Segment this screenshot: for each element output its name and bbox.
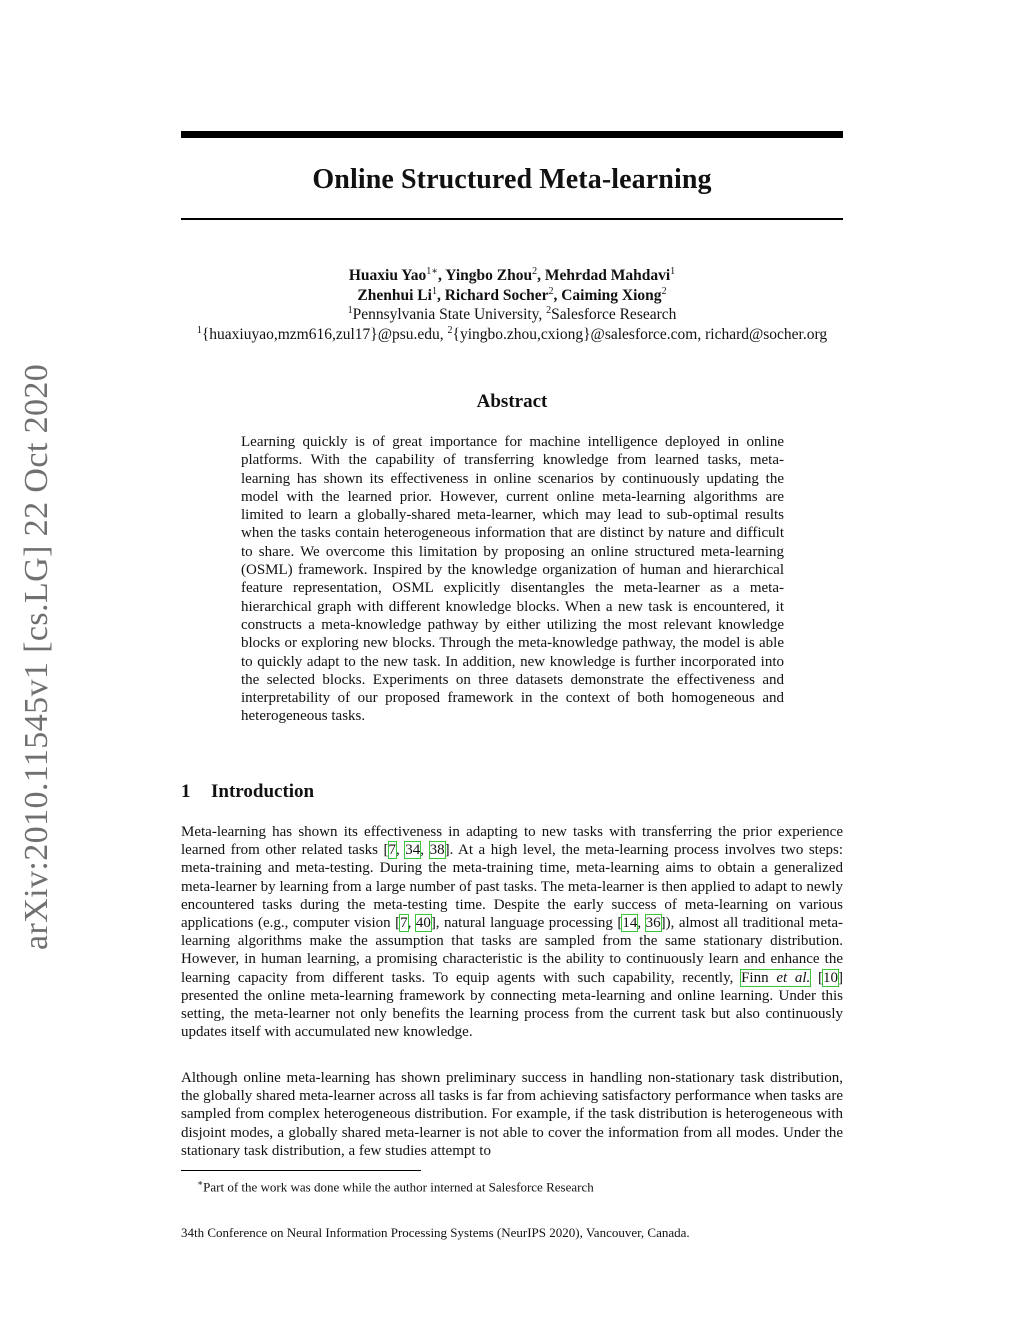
author-name: Huaxiu Yao [348,267,427,284]
author-affil-mark: 2 [661,285,667,297]
footnote [197,1175,843,1195]
footnote-text: Part of the work was done while the author interned at Salesforce Research [203,1179,594,1195]
title-rule-bottom [181,218,843,220]
section-heading-introduction [181,781,843,803]
section-title: Introduction [211,781,315,802]
affiliation-line: $^1$Pennsylvania State University, $^2$Salesforce Research [347,304,677,323]
footnote-mark: ∗ [197,1178,204,1188]
email-group-1: {huaxiuyao,mzm616,zul17}@psu.edu, [201,325,448,343]
citation-link[interactable]: 7 [388,842,397,859]
author-affil-mark: 1∗ [426,265,439,277]
author-line-2: Zhenhui Li$^1$, Richard Socher$^2$, Caiming Xiong$^2$ [357,285,667,304]
email-line: $^1${huaxiuyao,mzm616,zul17}@psu.edu, $^2${yingbo.zhou,cxiong}@salesforce.com, richard@socher.org [196,324,828,343]
venue-line: 34th Conference on Neural Information Processing Systems (NeurIPS 2020), Vancouver, Canada. [181,1225,690,1240]
author-name: Yingbo Zhou [445,267,533,284]
footnote-rule [181,1170,421,1171]
email-group-2: {yingbo.zhou,cxiong}@salesforce.com, richard@socher.org [452,325,828,343]
section-number: 1 [181,781,191,802]
citation-link[interactable]: 34 [405,842,421,859]
abstract-text: Learning quickly is of great importance for machine intelligence deployed in online platforms. With the capability of transferring knowledge from learned tasks, meta-learning has shown its effectiveness in online scenarios by continuously updating the model with the learned prior. However, current online meta-learning algorithms are limited to learn a globally-shared meta-learner, which may lead to sub-optimal results when the tasks contain heterogeneous information that are distinct by nature and difficult to share. We overcome this limitation by proposing an online structured meta-learning (OSML) framework. Inspired by the knowledge organization of human and hierarchical feature representation, OSML explicitly disentangles the meta-learner as a meta-hierarchical graph with different knowledge blocks. When a new task is encountered, it constructs a meta-knowledge pathway by either utilizing the most relevant knowledge blocks or exploring new blocks. Through the meta-knowledge pathway, the model is able to quickly adapt to the new task. In addition, new knowledge is further incorporated into the selected blocks. Experiments on three datasets demonstrate the effectiveness and interpretability of our proposed framework in the context of both homogeneous and heterogeneous tasks. [241,434,784,725]
author-line-1: Huaxiu Yao$^{1∗}$, Yingbo Zhou$^2$, Mehrdad Mahdavi$^1$ [348,265,676,284]
author-affil-mark: 1 [670,265,676,277]
intro-paragraph-2: Although online meta-learning has shown preliminary success in handling non-stationary task distribution, the globally shared meta-learner across all tasks is far from achieving satisfactory performance when tasks are sampled from complex heterogeneous distribution. For example, if the task distribution is heterogeneous with disjoint modes, a globally shared meta-learner is not able to cover the information from all modes. Under the stationary task distribution, a few studies attempt to [181,1070,843,1159]
author-affil-mark: 2 [532,265,538,277]
citation-link[interactable]: 7 [400,915,408,932]
citation-link[interactable]: 10 [823,969,839,986]
affiliation-2: Salesforce Research [551,306,677,323]
citation-link[interactable]: 38 [429,842,445,859]
citation-link[interactable]: 36 [645,915,661,932]
title-rule-top [181,131,843,138]
abstract-heading: Abstract [476,391,548,412]
citation-link[interactable]: 40 [415,915,431,932]
author-affil-mark: 2 [548,285,554,297]
author-affil-mark: 1 [431,285,437,297]
author-name: Zhenhui Li [357,286,432,304]
author-name: Caiming Xiong [561,286,662,304]
paper-title: Online Structured Meta-learning [312,164,712,195]
intro-paragraph-1: Meta-learning has shown its effectiveness in adapting to new tasks with transferring the prior experience learned from other related tasks [7, 34, 38]. At a high level, the meta-learning process involves two steps: meta-training and meta-testing. During the meta-training time, meta-learning aims to obtain a generalized meta-learner by learning from a large number of past tasks. The meta-learner is then applied to adapt to newly encountered tasks during the meta-testing time. Despite the early success of meta-learning on various applications (e.g., computer vision [7, 40], natural language processing [14, 36]), almost all traditional meta-learning algorithms make the assumption that tasks are sampled from the same stationary distribution. However, in human learning, a promising characteristic is the ability to continuously learn and enhance the learning capacity from different tasks. To equip agents with such capability, recently, Finn et al. [10] presented the online meta-learning framework by connecting meta-learning and online learning. Under this setting, the meta-learner not only benefits the learning process from the current task but also continuously updates itself with accumulated new knowledge. [181,824,844,1041]
author-block [120,266,904,344]
citation-author-link[interactable]: Finn et al. [741,969,811,986]
author-name: Mehrdad Mahdavi [544,267,671,284]
author-name: Richard Socher [444,286,549,304]
affiliation-1: Pennsylvania State University, [352,306,547,323]
citation-link[interactable]: 14 [622,915,638,932]
arxiv-identifier: arXiv:2010.11545v1 [cs.LG] 22 Oct 2020 [18,363,55,950]
